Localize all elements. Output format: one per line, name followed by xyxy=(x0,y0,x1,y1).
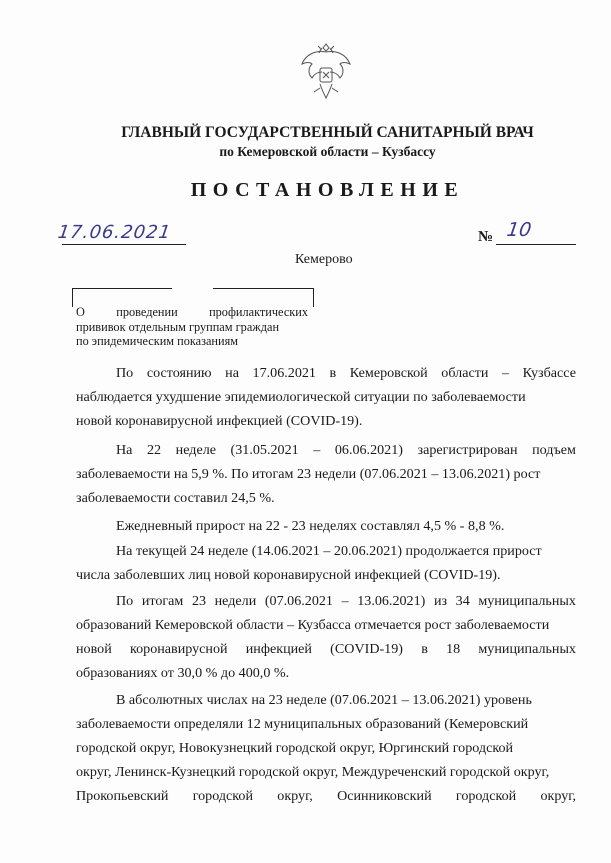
document-number: 10 xyxy=(505,219,533,241)
date-underline xyxy=(62,244,186,245)
body-paragraph xyxy=(76,361,576,433)
document-date: 17.06.2021 xyxy=(56,222,173,243)
paragraph-line: На текущей 24 неделе (14.06.2021 – 20.06.2021) продолжается прирост xyxy=(116,543,542,559)
paragraph-line: заболеваемости на 5,9 %. По итогам 23 недели (07.06.2021 – 13.06.2021) рост xyxy=(76,466,541,482)
paragraph-line: По состоянию на 17.06.2021 в Кемеровской области – Кузбассе xyxy=(116,365,576,381)
body-paragraph xyxy=(76,514,576,538)
paragraph-line: образованиях от 30,0 % до 400,0 %. xyxy=(76,665,290,681)
body-paragraph xyxy=(76,539,576,587)
paragraph-line: По итогам 23 недели (07.06.2021 – 13.06.2021) из 34 муниципальных xyxy=(116,593,576,609)
authority-region: по Кемеровской области – Кузбассу xyxy=(219,144,436,159)
paragraph-line: новой коронавирусной инфекцией (COVID-19). xyxy=(76,413,363,429)
paragraph-line: В абсолютных числах на 23 неделе (07.06.2021 – 13.06.2021) уровень xyxy=(116,692,532,708)
subject-line: О проведении профилактических xyxy=(76,305,308,319)
paragraph-line: наблюдается ухудшение эпидемиологической ситуации по заболеваемости xyxy=(76,389,526,405)
subject-line: прививок отдельным группам граждан xyxy=(76,319,280,334)
subject-line: по эпидемическим показаниям xyxy=(76,334,239,348)
paragraph-line: образований Кемеровской области – Кузбасса отмечается рост заболеваемости xyxy=(76,617,550,633)
number-underline xyxy=(496,244,576,245)
number-label: № xyxy=(478,229,494,245)
paragraph-line: заболеваемости составил 24,5 %. xyxy=(76,490,275,506)
paragraph-line: На 22 неделе (31.05.2021 – 06.06.2021) зарегистрирован подъем xyxy=(116,442,576,458)
document-type-heading: ПОСТАНОВЛЕНИЕ xyxy=(190,179,465,201)
paragraph-line: заболеваемости определяли 12 муниципальных образований (Кемеровский xyxy=(76,716,529,732)
document-city: Кемерово xyxy=(295,252,353,267)
paragraph-line: городской округ, Новокузнецкий городской округ, Юргинский городской xyxy=(76,740,514,756)
body-paragraph xyxy=(76,438,576,510)
body-paragraph xyxy=(76,589,576,685)
document-subject xyxy=(76,305,308,349)
paragraph-line: Ежедневный прирост на 22 - 23 неделях составлял 4,5 % - 8,8 %. xyxy=(116,518,505,534)
authority-title: ГЛАВНЫЙ ГОСУДАРСТВЕННЫЙ САНИТАРНЫЙ ВРАЧ xyxy=(121,124,534,141)
body-paragraph xyxy=(76,688,576,808)
paragraph-line: числа заболевших лиц новой коронавирусной инфекцией (COVID-19). xyxy=(76,567,501,583)
paragraph-line: Прокопьевский городской округ, Осинниковский городской округ, xyxy=(76,788,576,804)
paragraph-line: новой коронавирусной инфекцией (COVID-19) в 18 муниципальных xyxy=(76,641,576,657)
coat-of-arms-icon xyxy=(296,38,356,106)
paragraph-line: округ, Ленинск-Кузнецкий городской округ, Междуреченский городской округ, xyxy=(76,764,550,780)
